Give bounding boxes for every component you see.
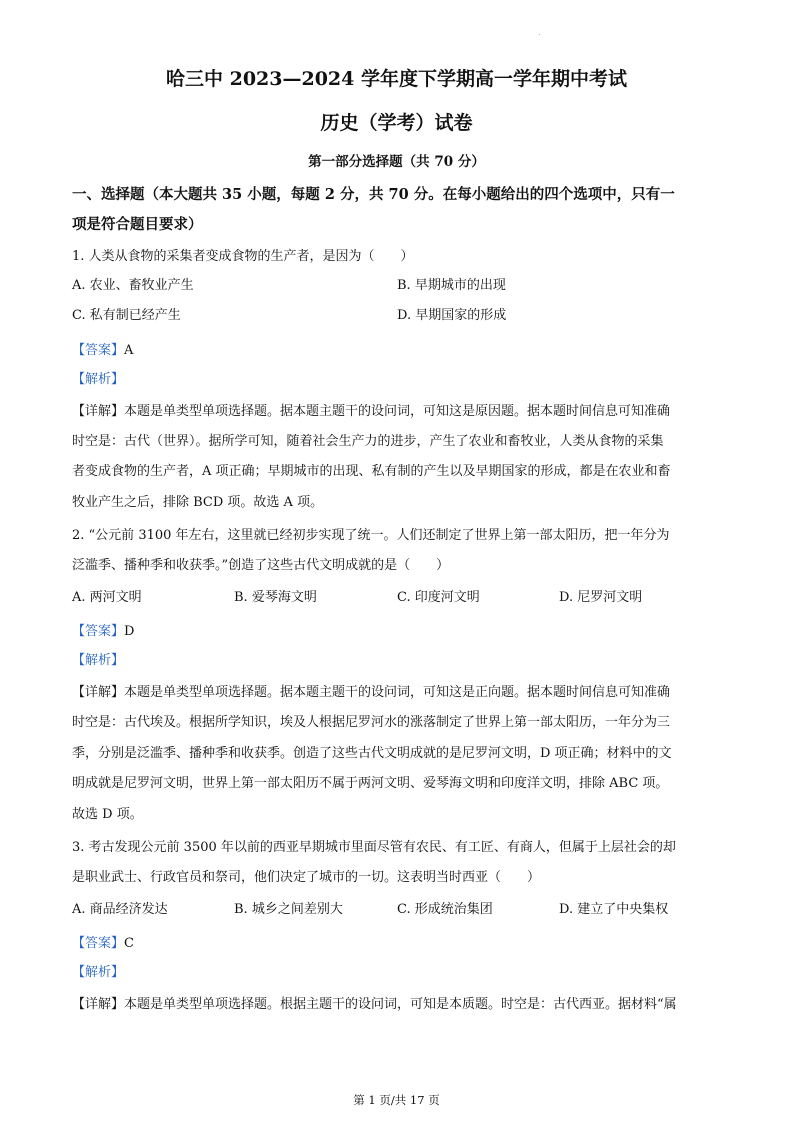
q2-detail-text1: 本题是单类型单项选择题。据本题主题干的设问词，可知这是正向题。据本题时间信息可知准确: [124, 685, 671, 700]
q3-analysis-label: 【解析】: [72, 965, 125, 980]
q3-stem-line1: 3. 考古发现公元前 3500 年以前的西亚早期城市里面尽管有农民、有工匠、有商人，但属于上层社会的却: [72, 840, 676, 855]
q3-option-c: C. 形成统治集团: [397, 902, 493, 917]
exam-subtitle: 历史（学考）试卷: [320, 112, 473, 134]
q2-detail-line4: 明成就是尼罗河文明，世界上第一部太阳历不属于两河文明、爱琴海文明和印度洋文明，排除 ABC 项。: [72, 776, 669, 791]
q3-detail-line1: [72, 993, 677, 1012]
exam-title: 哈三中 2023—2024 学年度下学期高一学年期中考试: [166, 68, 627, 90]
q2-detail-line5: 故选 D 项。: [72, 807, 143, 822]
q2-detail-line2: 时空是：古代埃及。根据所学知识，埃及人根据尼罗河水的涨落制定了世界上第一部太阳历，一年分为三: [72, 715, 671, 730]
q2-stem-line1: 2. “公元前 3100 年左右，这里就已经初步实现了统一。人们还制定了世界上第一部太阳历，把一年分为: [72, 528, 670, 543]
section-heading-line2: 项是符合题目要求）: [72, 216, 203, 233]
q1-detail-text1: 本题是单类型单项选择题。据本题主题干的设问词，可知这是原因题。据本题时间信息可知准确: [124, 404, 671, 419]
q1-option-a: A. 农业、畜牧业产生: [72, 278, 194, 293]
q2-answer-value: D: [124, 624, 135, 639]
q2-stem-line2: 泛滥季、播种季和收获季。”创造了这些古代文明成就的是（ ）: [72, 558, 450, 573]
q3-answer: [72, 932, 134, 951]
q1-detail-line4: 牧业产生之后，排除 BCD 项。故选 A 项。: [72, 495, 324, 510]
q1-option-c: C. 私有制已经产生: [72, 308, 181, 323]
q2-detail-line1: [72, 681, 670, 700]
q2-analysis-label: 【解析】: [72, 653, 125, 668]
page-number: 第 1 页/共 17 页: [353, 1093, 440, 1107]
q3-option-b: B. 城乡之间差别大: [234, 902, 343, 917]
q1-option-b: B. 早期城市的出现: [397, 278, 506, 293]
detail-label: 【详解】: [72, 685, 125, 700]
section-heading-line1: 一、选择题（本大题共 35 小题，每题 2 分，共 70 分。在每小题给出的四个选项中，只有一: [72, 186, 675, 203]
q3-detail-text1: 本题是单类型单项选择题。根据主题干的设问词，可知是本质题。时空是：古代西亚。据材料“属: [124, 997, 677, 1012]
detail-label: 【详解】: [72, 404, 125, 419]
answer-label: 【答案】: [72, 624, 125, 639]
part-title: 第一部分选择题（共 70 分）: [308, 154, 485, 170]
answer-label: 【答案】: [72, 343, 125, 358]
scan-dot: .: [538, 28, 541, 37]
q3-answer-value: C: [124, 936, 134, 951]
q2-answer: [72, 620, 134, 639]
q3-stem-line2: 是职业武士、行政官员和祭司，他们决定了城市的一切。这表明当时西亚（ ）: [72, 870, 541, 885]
q1-answer: [72, 339, 133, 358]
q2-option-b: B. 爱琴海文明: [234, 590, 317, 605]
q1-detail-line3: 者变成食物的生产者，A 项正确；早期城市的出现、私有制的产生以及早期国家的形成，都是在农业和畜: [72, 464, 671, 479]
q3-option-d: D. 建立了中央集权: [559, 902, 669, 917]
q1-option-d: D. 早期国家的形成: [397, 308, 507, 323]
q2-option-a: A. 两河文明: [72, 590, 142, 605]
answer-label: 【答案】: [72, 936, 125, 951]
q1-analysis-label: 【解析】: [72, 372, 125, 387]
q2-option-d: D. 尼罗河文明: [559, 590, 643, 605]
q2-detail-line3: 季，分别是泛滥季、播种季和收获季。创造了这些古代文明成就的是尼罗河文明，D 项正确；材料中的文: [72, 746, 672, 761]
q1-answer-value: A: [124, 343, 134, 358]
q1-detail-line2: 时空是：古代（世界）。据所学可知，随着社会生产力的进步，产生了农业和畜牧业，人类从食物的采集: [72, 434, 664, 449]
q3-option-a: A. 商品经济发达: [72, 902, 168, 917]
q1-detail-line1: [72, 400, 670, 419]
q1-stem: 1. 人类从食物的采集者变成食物的生产者，是因为（ ）: [72, 249, 414, 264]
q2-option-c: C. 印度河文明: [397, 590, 480, 605]
detail-label: 【详解】: [72, 997, 125, 1012]
